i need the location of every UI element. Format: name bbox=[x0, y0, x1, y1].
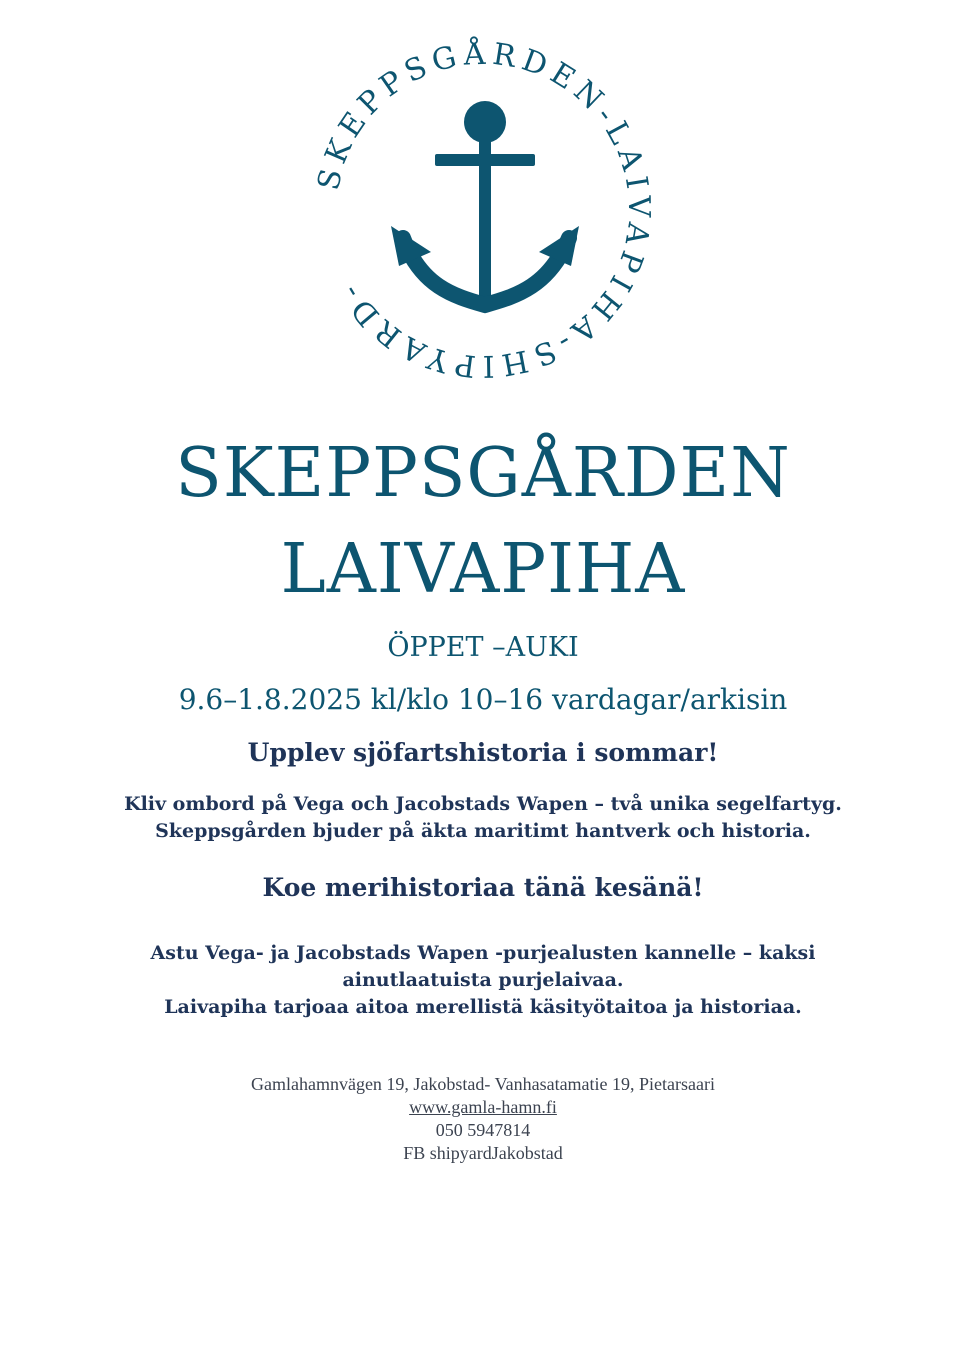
logo-ring-text: SKEPPSGÅRDEN-LAIVAPIHA-SHIPYARD- bbox=[311, 36, 657, 384]
finnish-line: Astu Vega- ja Jacobstads Wapen -purjealusten kannelle – kaksi bbox=[150, 942, 816, 964]
finnish-paragraph bbox=[0, 940, 966, 1021]
swedish-heading: Upplev sjöfartshistoria i sommar! bbox=[247, 738, 719, 767]
anchor-logo bbox=[303, 30, 663, 390]
finnish-heading: Koe merihistoriaa tänä kesänä! bbox=[262, 873, 704, 902]
contact-phone: 050 5947814 bbox=[435, 1120, 531, 1140]
opening-dates: 9.6–1.8.2025 kl/klo 10–16 vardagar/arkisin bbox=[178, 683, 788, 716]
title-line-2: LAIVAPIHA bbox=[280, 530, 686, 609]
contact-address: Gamlahamnvägen 19, Jakobstad- Vanhasatamatie 19, Pietarsaari bbox=[250, 1074, 716, 1094]
finnish-line: ainutlaatuista purjelaivaa. bbox=[342, 969, 624, 991]
anchor-icon bbox=[391, 101, 579, 305]
contact-facebook: FB shipyardJakobstad bbox=[403, 1143, 563, 1163]
title-line-1: SKEPPSGÅRDEN bbox=[175, 434, 791, 513]
swedish-line: Skeppsgården bjuder på äkta maritimt hantverk och historia. bbox=[155, 820, 811, 842]
anchor-emblem bbox=[303, 30, 663, 390]
open-label: ÖPPET –AUKI bbox=[387, 632, 579, 663]
contact-block bbox=[0, 1073, 966, 1165]
swedish-paragraph bbox=[0, 791, 966, 845]
website-link[interactable]: www.gamla-hamn.fi bbox=[409, 1097, 557, 1117]
finnish-line: Laivapiha tarjoaa aitoa merellistä käsityötaitoa ja historiaa. bbox=[164, 996, 802, 1018]
swedish-line: Kliv ombord på Vega och Jacobstads Wapen – två unika segelfartyg. bbox=[124, 793, 842, 815]
